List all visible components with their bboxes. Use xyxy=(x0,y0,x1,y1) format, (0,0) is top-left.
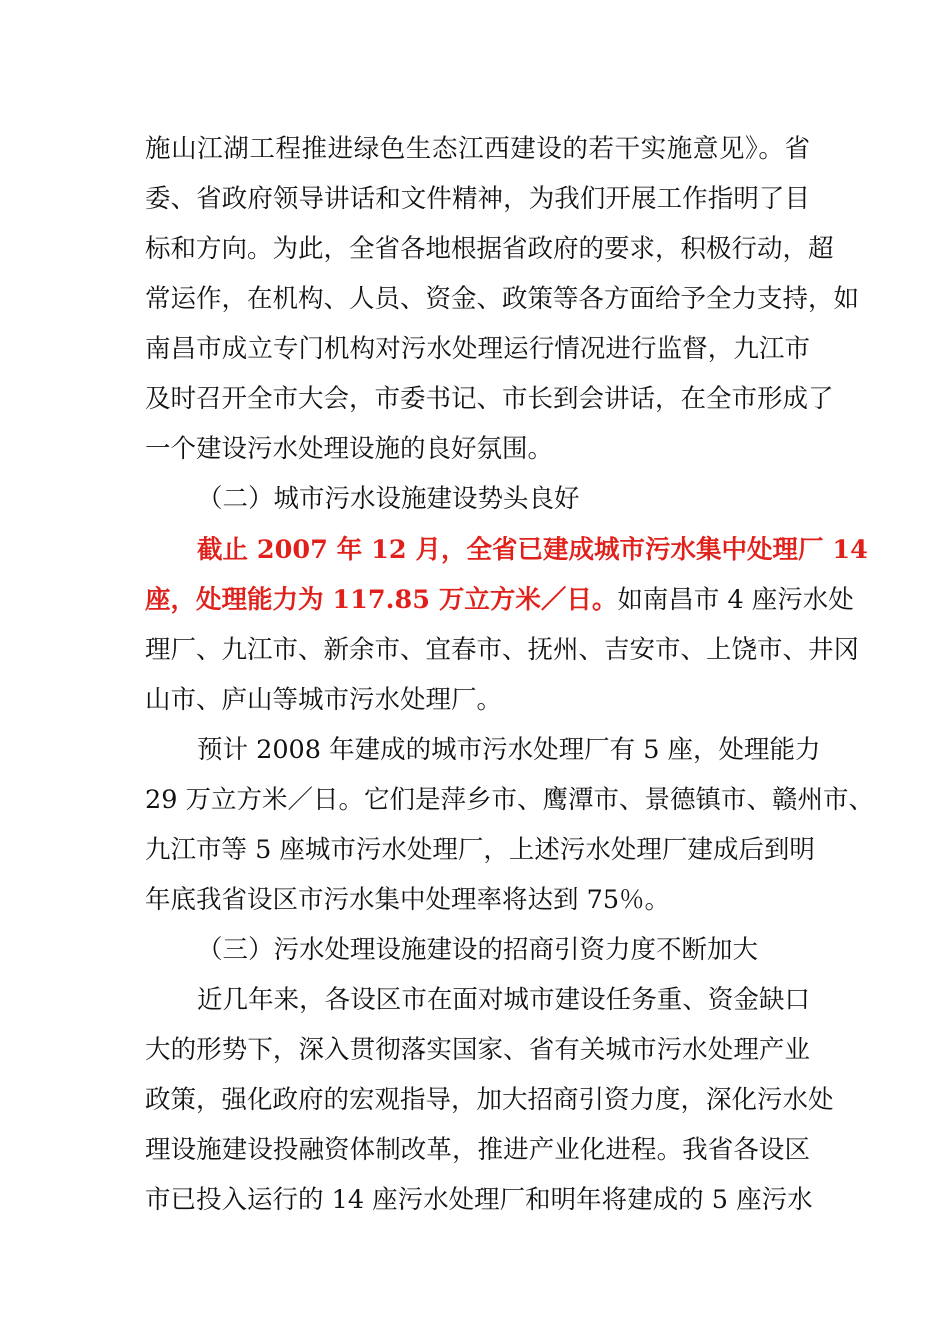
section-heading: （二）城市污水设施建设势头良好 xyxy=(197,484,580,514)
paragraph-line: 年底我省设区市污水集中处理率将达到 75％。 xyxy=(145,885,671,915)
paragraph-line: 常运作，在机构、人员、资金、政策等各方面给予全力支持，如 xyxy=(145,284,860,314)
paragraph-line: 及时召开全市大会，市委书记、市长到会讲话，在全市形成了 xyxy=(145,384,834,414)
highlighted-statement: 座，处理能力为 117.85 万立方米／日。 xyxy=(145,585,618,615)
paragraph-line: 大的形势下，深入贯彻落实国家、省有关城市污水处理产业 xyxy=(145,1035,810,1065)
paragraph-line: 一个建设污水处理设施的良好氛围。 xyxy=(145,434,554,464)
paragraph-line: 山市、庐山等城市污水处理厂。 xyxy=(145,685,503,715)
paragraph-line xyxy=(145,582,854,618)
paragraph-line: 29 万立方米／日。它们是萍乡市、鹰潭市、景德镇市、赣州市、 xyxy=(145,785,875,815)
section-heading: （三）污水处理设施建设的招商引资力度不断加大 xyxy=(197,935,759,965)
highlighted-statement: 截止 2007 年 12 月，全省已建成城市污水集中处理厂 14 xyxy=(197,535,868,565)
paragraph-line: 施山江湖工程推进绿色生态江西建设的若干实施意见》。省 xyxy=(145,134,810,164)
paragraph-text: 如南昌市 4 座污水处 xyxy=(617,585,854,615)
paragraph-line: 预计 2008 年建成的城市污水处理厂有 5 座，处理能力 xyxy=(197,735,821,765)
paragraph-line: 理厂、九江市、新余市、宜春市、抚州、吉安市、上饶市、井冈 xyxy=(145,635,860,665)
paragraph-line: 标和方向。为此，全省各地根据省政府的要求，积极行动，超 xyxy=(145,234,834,264)
paragraph-line: 近几年来，各设区市在面对城市建设任务重、资金缺口 xyxy=(197,985,810,1015)
paragraph-line: 政策，强化政府的宏观指导，加大招商引资力度，深化污水处 xyxy=(145,1085,834,1115)
paragraph-line: 九江市等 5 座城市污水处理厂，上述污水处理厂建成后到明 xyxy=(145,835,815,865)
paragraph-line: 理设施建设投融资体制改革，推进产业化进程。我省各设区 xyxy=(145,1135,810,1165)
paragraph-line: 委、省政府领导讲话和文件精神，为我们开展工作指明了目 xyxy=(145,184,810,214)
paragraph-line: 南昌市成立专门机构对污水处理运行情况进行监督，九江市 xyxy=(145,334,810,364)
paragraph-line: 市已投入运行的 14 座污水处理厂和明年将建成的 5 座污水 xyxy=(145,1185,813,1215)
